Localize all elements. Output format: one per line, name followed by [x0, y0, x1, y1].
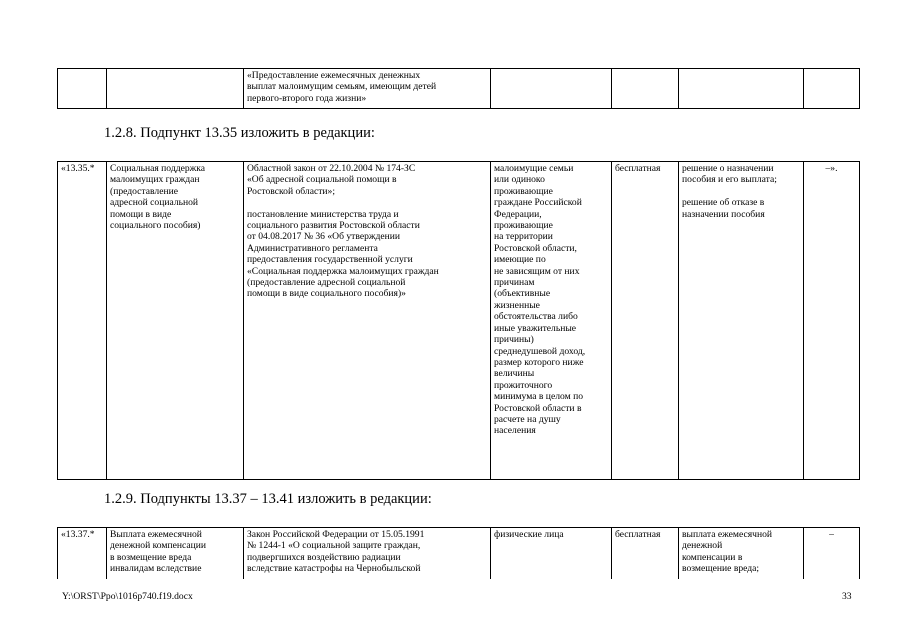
- recipients: малоимущие семьи или одиноко проживающие граждане Российской Федерации, проживающие на территории Ростовской области, имеющие по не зависящим от них причинам (объективные жизненные обстоятельства либо иные уважительные причины) среднедушевой доход, размер которого ниже величины прожиточного минимума в целом по Ростовской области в расчете на душу населения: [491, 162, 612, 480]
- row-number: «13.35.*: [58, 162, 107, 480]
- last-column: –».: [804, 162, 860, 480]
- service-name: Выплата ежемесячной денежной компенсации в возмещение вреда инвалидам вследствие: [107, 528, 244, 580]
- result: выплата ежемесячной денежной компенсации в возмещение вреда;: [679, 528, 804, 580]
- result: решение о назначении пособия и его выплата; решение об отказе в назначении пособия: [679, 162, 804, 480]
- table-row: [58, 528, 860, 580]
- table-13-37: [57, 527, 860, 579]
- row-number: «13.37.*: [58, 528, 107, 580]
- section-heading: 1.2.8. Подпункт 13.35 изложить в редакции:: [104, 125, 375, 141]
- cost: бесплатная: [612, 162, 679, 480]
- recipients: физические лица: [491, 528, 612, 580]
- page-number: 33: [842, 591, 852, 602]
- file-path: Y:\ORST\Ppo\1016p740.f19.docx: [62, 591, 193, 602]
- legal-basis: Областной закон от 22.10.2004 № 174-ЗС «Об адресной социальной помощи в Ростовской области»; постановление министерства труда и социального развития Ростовской области от 04.08.2017 № 36 «Об утверждении Административного регламента предоставления государственной услуги «Социальная поддержка малоимущих граждан (предоставление адресной социальной помощи в виде социального пособия)»: [244, 162, 491, 480]
- last-column: –: [804, 528, 860, 580]
- legal-basis: Закон Российской Федерации от 15.05.1991 № 1244-1 «О социальной защите граждан, подвергшихся воздействию радиации вследствие катастрофы на Чернобыльской: [244, 528, 491, 580]
- section-heading: 1.2.9. Подпункты 13.37 – 13.41 изложить в редакции:: [104, 491, 432, 507]
- cost: бесплатная: [612, 528, 679, 580]
- service-name: Социальная поддержка малоимущих граждан (предоставление адресной социальной помощи в виде социального пособия): [107, 162, 244, 480]
- cell-service-name: «Предоставление ежемесячных денежных выплат малоимущим семьям, имеющим детей первого-второго года жизни»: [244, 69, 491, 109]
